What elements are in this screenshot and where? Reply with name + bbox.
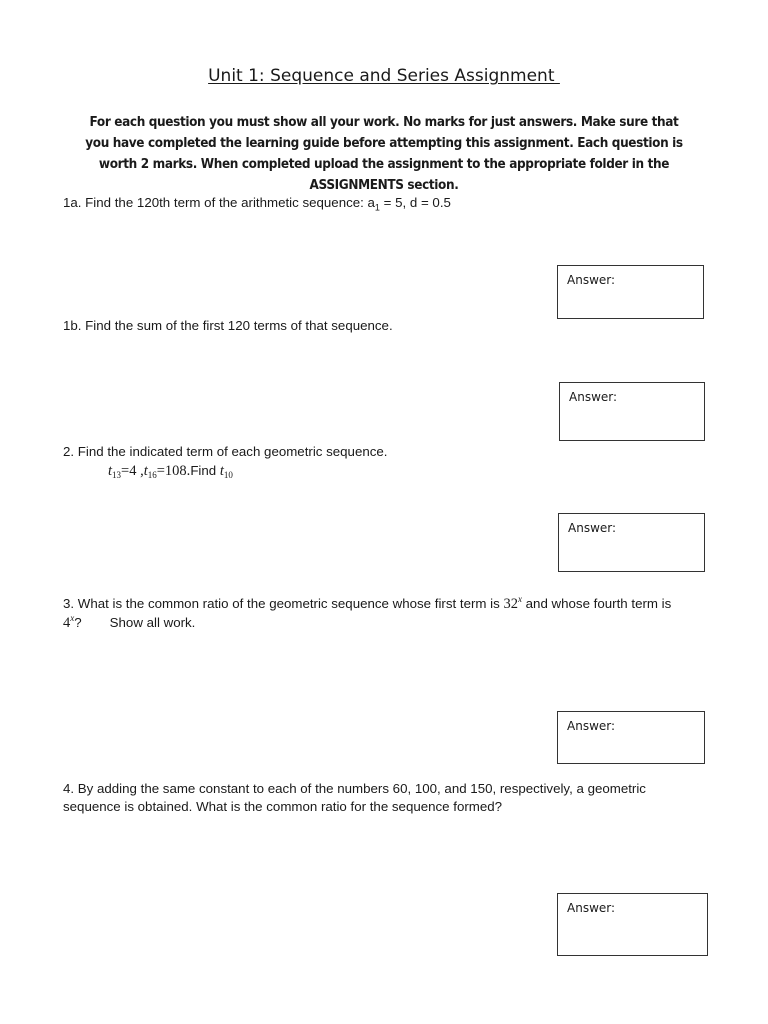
answer-label: Answer: (567, 719, 616, 733)
instructions: For each question you must show all your work. No marks for just answers. Make sure that you have completed the learning guide before attempting this assignment. Each question is worth 2 marks. When completed upload the assignment to the appropriate folder in the ASSIGNMENTS section. (85, 115, 683, 193)
question-3-text-before: 3. What is the common ratio of the geometric sequence whose first term is (63, 596, 504, 611)
question-1a-text: 1a. Find the 120th term of the arithmetic sequence: a (63, 195, 375, 210)
question-3-text-middle: and whose fourth term is (521, 596, 672, 611)
t13-val: =4 , (121, 463, 144, 479)
answer-box-1a[interactable] (557, 265, 704, 319)
t10-var: t (219, 463, 224, 479)
question-1a-rest: = 5, d = 0.5 (379, 195, 451, 210)
answer-box-3[interactable] (557, 711, 705, 764)
q3-exp1: x (517, 594, 522, 604)
find-label: Find (190, 463, 220, 478)
question-1a (63, 194, 451, 217)
t16-val: =108. (156, 463, 191, 479)
q3-exp2: x (70, 613, 75, 623)
page-title: Unit 1: Sequence and Series Assignment (208, 66, 560, 86)
question-2-expression (108, 462, 233, 484)
answer-label: Answer: (567, 273, 616, 287)
t10-sub: 10 (223, 470, 233, 480)
question-4: 4. By adding the same constant to each of the numbers 60, 100, and 150, respectively, a geometric sequence is obtained. What is the common ratio for the sequence formed? (63, 781, 646, 814)
t16-var: t (143, 463, 148, 479)
q3-base2: 4 (63, 615, 71, 631)
answer-label: Answer: (569, 390, 618, 404)
answer-box-2[interactable] (558, 513, 705, 572)
t13-sub: 13 (112, 470, 122, 480)
t16-sub: 16 (147, 470, 157, 480)
answer-box-4[interactable] (557, 893, 708, 956)
answer-label: Answer: (568, 521, 617, 535)
question-3-line-2 (63, 609, 195, 632)
question-1b: 1b. Find the sum of the first 120 terms of that sequence. (63, 318, 393, 333)
question-2: 2. Find the indicated term of each geometric sequence. (63, 444, 388, 459)
answer-box-1b[interactable] (559, 382, 705, 441)
question-1a-subscript: 1 (374, 202, 380, 213)
t13-var: t (108, 463, 113, 479)
question-3-text-end: ? (74, 615, 82, 630)
answer-label: Answer: (567, 901, 616, 915)
question-3-show-work: Show all work. (109, 615, 196, 630)
q3-base1: 32 (503, 596, 518, 612)
